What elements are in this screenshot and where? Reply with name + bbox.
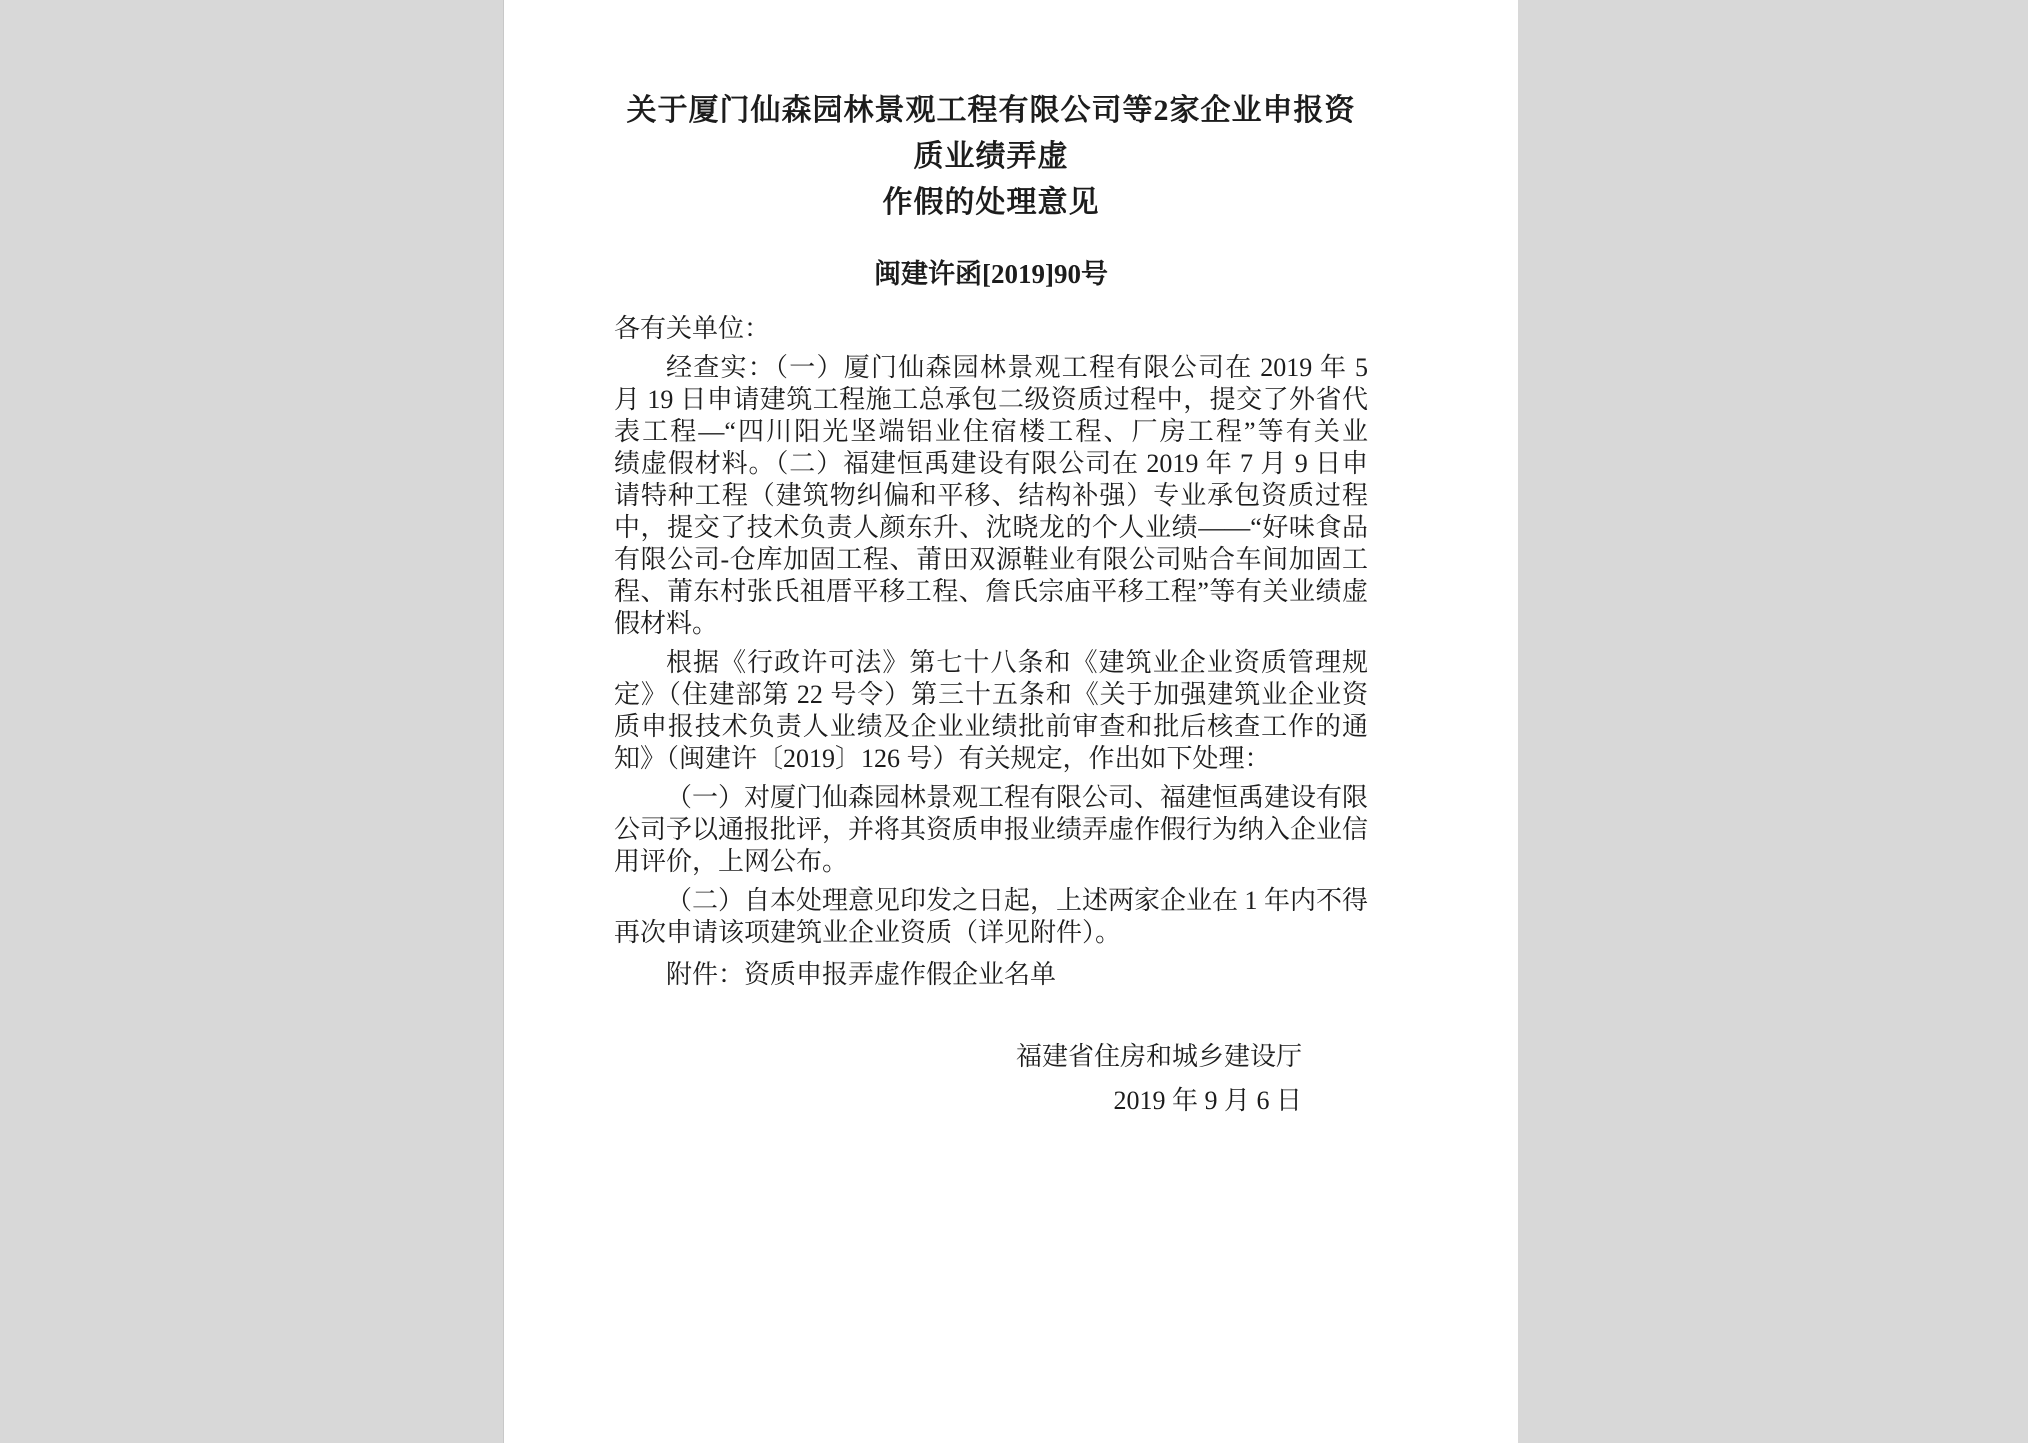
paragraph-line: 公司予以通报批评，并将其资质申报业绩弄虚作假行为纳入企业信 [614,815,1369,844]
paragraph-line: 根据《行政许可法》第七十八条和《建筑业企业资质管理规 [666,648,1368,677]
paragraph-line: 有限公司-仓库加固工程、莆田双源鞋业有限公司贴合车间加固工 [614,545,1368,574]
paragraph-line: 用评价，上网公布。 [614,847,849,876]
paragraph-line: 程、莆东村张氏祖厝平移工程、詹氏宗庙平移工程”等有关业绩虚 [614,577,1368,606]
paragraph-line: 月 19 日申请建筑工程施工总承包二级资质过程中，提交了外省代 [614,385,1368,414]
document-content [504,88,1518,1123]
paragraph-decision-2 [614,885,1368,949]
document-title [614,88,1368,226]
paragraph-line: 请特种工程（建筑物纠偏和平移、结构补强）专业承包资质过程 [614,481,1368,510]
paragraph-line: （二）自本处理意见印发之日起，上述两家企业在 1 年内不得 [666,886,1369,915]
document-page [503,0,1518,1443]
document-body [614,313,1368,1123]
paragraph-legal-basis [614,647,1368,775]
attachment-line: 附件：资质申报弄虚作假企业名单 [666,960,1057,989]
paragraph-line: 再次申请该项建筑业企业资质（详见附件）。 [614,918,1122,947]
salutation: 各有关单位： [614,314,771,343]
paragraph-line: （一）对厦门仙森园林景观工程有限公司、福建恒禹建设有限 [666,783,1369,812]
paragraph-line: 定》（住建部第 22 号令）第三十五条和《关于加强建筑业企业资 [614,680,1368,709]
issuing-authority: 福建省住房和城乡建设厅 [1015,1042,1302,1071]
signature-block [614,1035,1368,1123]
paragraph-line: 经查实：（一）厦门仙森园林景观工程有限公司在 2019 年 5 [666,353,1368,382]
paragraph-line: 知》（闽建许〔2019〕126 号）有关规定，作出如下处理： [614,744,1271,773]
document-title-line-2: 作假的处理意见 [882,186,1100,219]
paragraph-line: 绩虚假材料。（二）福建恒禹建设有限公司在 2019 年 7 月 9 日申 [614,449,1368,478]
document-number: 闽建许函[2019]90号 [874,259,1108,289]
paragraph-decision-1 [614,782,1368,878]
paragraph-line: 假材料。 [614,609,719,638]
paragraph-line: 表工程—“四川阳光坚端铝业住宿楼工程、厂房工程”等有关业 [614,417,1368,446]
paragraph-line: 质申报技术负责人业绩及企业业绩批前审查和批后核查工作的通 [614,712,1368,741]
issue-date: 2019 年 9 月 6 日 [1113,1086,1302,1115]
paragraph-line: 中，提交了技术负责人颜东升、沈晓龙的个人业绩——“好味食品 [614,513,1368,542]
document-title-line-1: 关于厦门仙森园林景观工程有限公司等2家企业申报资质业绩弄虚 [626,94,1356,173]
paragraph-findings [614,352,1368,640]
